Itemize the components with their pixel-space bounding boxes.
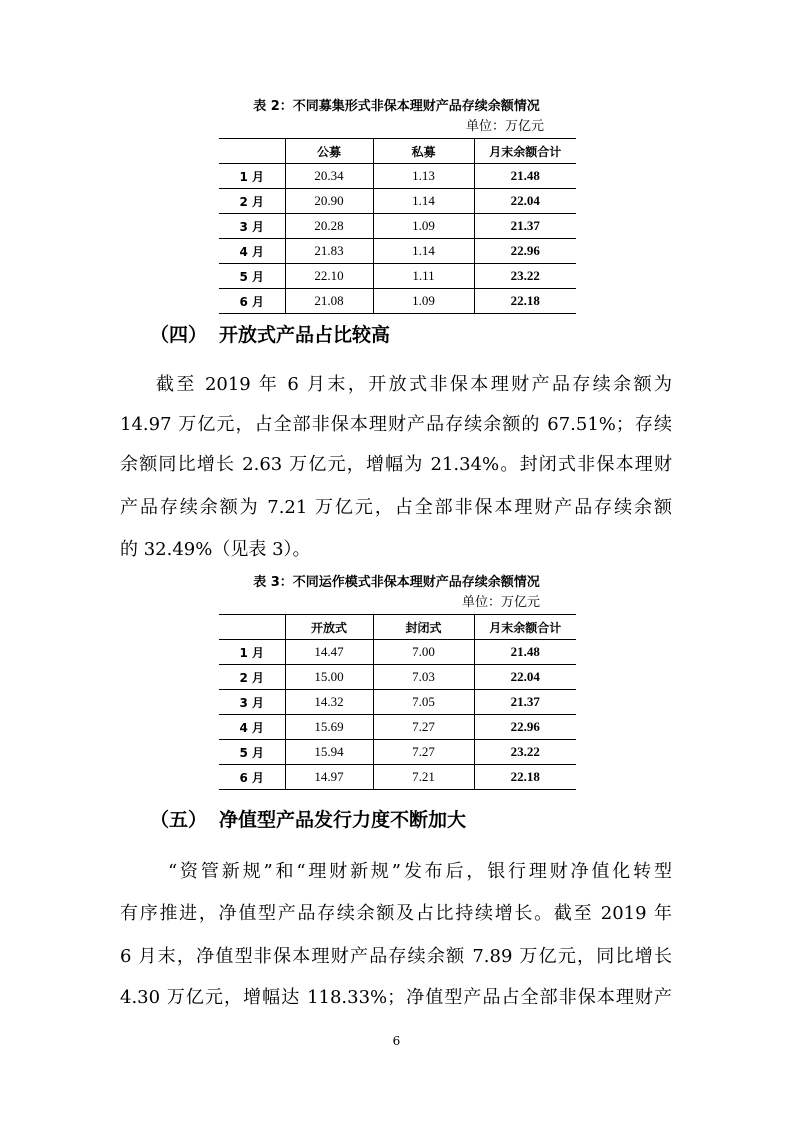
cell-public: 21.08 <box>285 289 373 314</box>
section5-line-1: “资管新规”和“理财新规”发布后，银行理财净值化转型 <box>168 861 672 882</box>
row-month: 1 月 <box>219 164 285 189</box>
row-month: 3 月 <box>219 690 285 715</box>
table-row <box>219 665 576 690</box>
cell-total: 23.22 <box>474 264 576 289</box>
table2 <box>219 138 576 314</box>
row-month: 3 月 <box>219 214 285 239</box>
cell-total: 22.96 <box>474 239 576 264</box>
table3-header-open: 开放式 <box>285 615 373 640</box>
cell-private: 1.14 <box>373 189 474 214</box>
cell-public: 21.83 <box>285 239 373 264</box>
cell-private: 1.13 <box>373 164 474 189</box>
cell-open: 15.94 <box>285 740 373 765</box>
page-number: 6 <box>392 1034 401 1048</box>
cell-total: 23.22 <box>474 740 576 765</box>
section5-line-4: 4.30 万亿元，增幅达 118.33%；净值型产品占全部非保本理财产 <box>120 987 672 1008</box>
row-month: 6 月 <box>219 765 285 790</box>
cell-closed: 7.21 <box>373 765 474 790</box>
cell-public: 20.28 <box>285 214 373 239</box>
cell-private: 1.09 <box>373 214 474 239</box>
cell-total: 21.48 <box>474 640 576 665</box>
table-row <box>219 214 576 239</box>
cell-total: 22.96 <box>474 715 576 740</box>
cell-total: 22.18 <box>474 765 576 790</box>
cell-closed: 7.03 <box>373 665 474 690</box>
table-row <box>219 765 576 790</box>
cell-open: 14.32 <box>285 690 373 715</box>
section4-line-5: 的 32.49%（见表 3）。 <box>120 539 311 560</box>
cell-open: 15.69 <box>285 715 373 740</box>
section5-heading <box>150 808 466 832</box>
cell-closed: 7.27 <box>373 740 474 765</box>
cell-closed: 7.05 <box>373 690 474 715</box>
cell-open: 14.47 <box>285 640 373 665</box>
section4-heading <box>150 323 390 347</box>
table-row <box>219 164 576 189</box>
cell-public: 22.10 <box>285 264 373 289</box>
cell-total: 22.04 <box>474 665 576 690</box>
section5-line-3: 6 月末，净值型非保本理财产品存续余额 7.89 万亿元，同比增长 <box>120 946 672 967</box>
section5-title: 净值型产品发行力度不断加大 <box>219 809 467 831</box>
table2-header-blank <box>219 139 285 164</box>
table-row <box>219 264 576 289</box>
section4-line-1: 截至 2019 年 6 月末，开放式非保本理财产品存续余额为 <box>156 374 672 395</box>
table-row <box>219 740 576 765</box>
cell-private: 1.11 <box>373 264 474 289</box>
table2-header-public: 公募 <box>285 139 373 164</box>
cell-open: 15.00 <box>285 665 373 690</box>
section4-line-4: 产品存续余额为 7.21 万亿元，占全部非保本理财产品存续余额 <box>120 497 672 518</box>
table3 <box>219 614 576 790</box>
cell-closed: 7.00 <box>373 640 474 665</box>
row-month: 2 月 <box>219 665 285 690</box>
cell-public: 20.90 <box>285 189 373 214</box>
row-month: 2 月 <box>219 189 285 214</box>
table2-header-row <box>219 139 576 164</box>
table-row <box>219 189 576 214</box>
cell-open: 14.97 <box>285 765 373 790</box>
cell-total: 22.04 <box>474 189 576 214</box>
row-month: 1 月 <box>219 640 285 665</box>
table2-header-private: 私募 <box>373 139 474 164</box>
row-month: 4 月 <box>219 715 285 740</box>
cell-private: 1.14 <box>373 239 474 264</box>
table3-header-total: 月末余额合计 <box>474 615 576 640</box>
cell-private: 1.09 <box>373 289 474 314</box>
row-month: 4 月 <box>219 239 285 264</box>
table-row <box>219 289 576 314</box>
section4-line-2: 14.97 万亿元，占全部非保本理财产品存续余额的 67.51%；存续 <box>120 414 672 435</box>
cell-total: 21.37 <box>474 690 576 715</box>
section4-number: （四） <box>150 324 208 346</box>
table3-title: 表 3：不同运作模式非保本理财产品存续余额情况 <box>253 575 540 590</box>
table-row <box>219 715 576 740</box>
section4-title: 开放式产品占比较高 <box>219 324 391 346</box>
row-month: 6 月 <box>219 289 285 314</box>
section4-line-3: 余额同比增长 2.63 万亿元，增幅为 21.34%。封闭式非保本理财 <box>120 454 672 475</box>
section5-number: （五） <box>150 809 208 831</box>
table-row <box>219 239 576 264</box>
cell-closed: 7.27 <box>373 715 474 740</box>
section5-line-2: 有序推进，净值型产品存续余额及占比持续增长。截至 2019 年 <box>120 903 672 924</box>
table3-unit: 单位：万亿元 <box>462 595 541 610</box>
table3-header-closed: 封闭式 <box>373 615 474 640</box>
cell-total: 21.48 <box>474 164 576 189</box>
cell-public: 20.34 <box>285 164 373 189</box>
table-row <box>219 690 576 715</box>
table2-header-total: 月末余额合计 <box>474 139 576 164</box>
cell-total: 21.37 <box>474 214 576 239</box>
table2-unit: 单位：万亿元 <box>466 119 545 134</box>
table3-header-blank <box>219 615 285 640</box>
table3-header-row <box>219 615 576 640</box>
table-row <box>219 640 576 665</box>
table2-title: 表 2：不同募集形式非保本理财产品存续余额情况 <box>253 99 540 114</box>
cell-total: 22.18 <box>474 289 576 314</box>
row-month: 5 月 <box>219 264 285 289</box>
row-month: 5 月 <box>219 740 285 765</box>
